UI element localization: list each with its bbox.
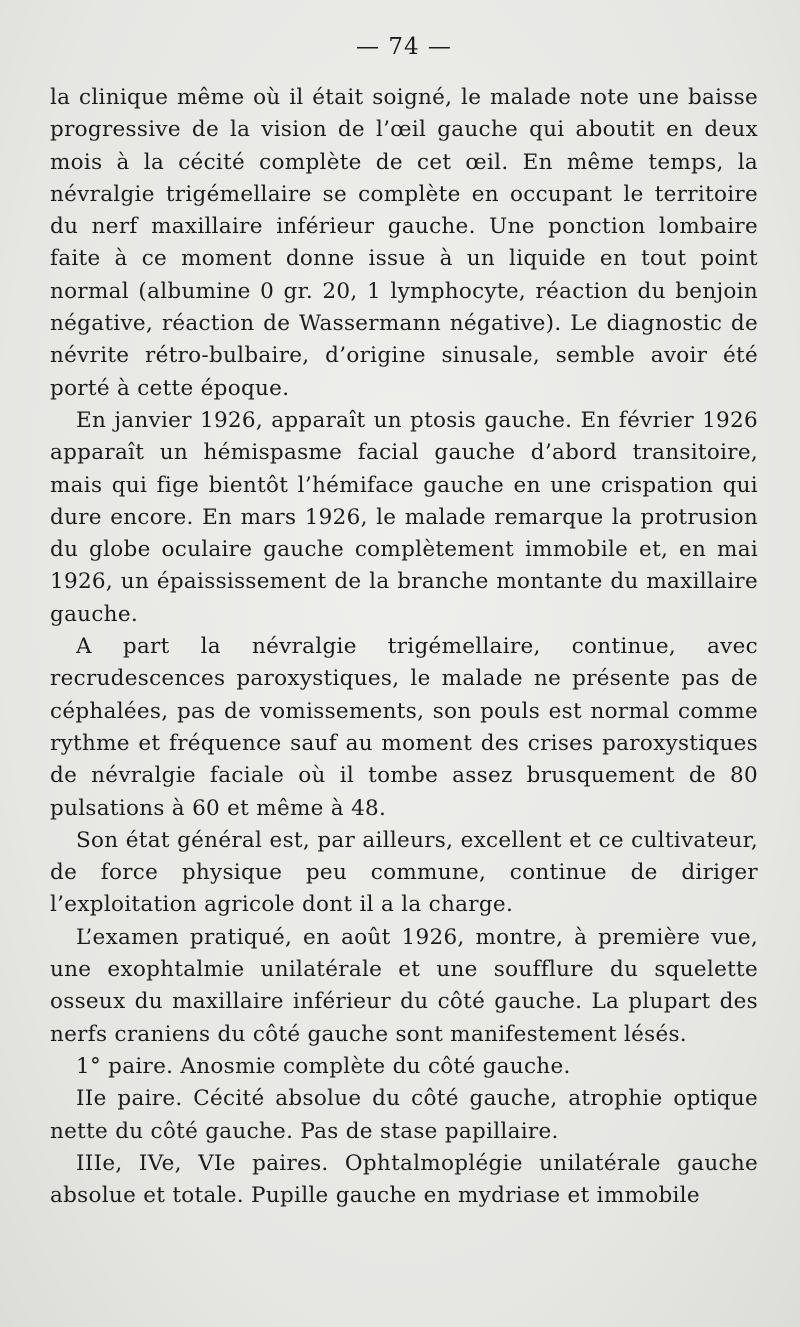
paragraph-3: A part la névralgie trigémellaire, continue, avec recrudescences paroxystiques, le malade ne présente pas de céphalées, pas de vomissements, son pouls est normal comme rythme et fréquence sauf au moment des crises paroxystiques de névralgie faciale où il tombe assez brusquement de 80 pulsations à 60 et même à 48. (50, 634, 758, 821)
page-text (50, 82, 758, 1212)
paragraph-1: la clinique même où il était soigné, le malade note une baisse progressive de la vision de l’œil gauche qui aboutit en deux mois à la cécité complète de cet œil. En même temps, la névralgie trigémellaire se complète en occupant le territoire du nerf maxillaire inférieur gauche. Une ponction lombaire faite à ce moment donne issue à un liquide en tout point normal (albumine 0 gr. 20, 1 lymphocyte, réaction du benjoin négative, réaction de Wassermann négative). Le diagnostic de névrite rétro-bulbaire, d’origine sinusale, semble avoir été porté à cette époque. (50, 85, 758, 401)
paragraph-8: IIIe, IVe, VIe paires. Ophtalmoplégie unilatérale gauche absolue et totale. Pupille gauche en mydriase et immobile (50, 1150, 758, 1209)
paragraph-7: IIe paire. Cécité absolue du côté gauche, atrophie optique nette du côté gauche. Pas de stase papillaire. (50, 1086, 758, 1144)
paragraph-5: L’examen pratiqué, en août 1926, montre, à première vue, une exophtalmie unilatérale et une soufflure du squelette osseux du maxillaire inférieur du côté gauche. La plupart des nerfs craniens du côté gauche sont manifestement lésés. (50, 924, 758, 1047)
paragraph-6: 1° paire. Anosmie complète du côté gauche. (76, 1053, 571, 1079)
paragraph-2: En janvier 1926, apparaît un ptosis gauche. En février 1926 apparaît un hémispasme facial gauche d’abord transitoire, mais qui fige bientôt l’hémiface gauche en une crispation qui dure encore. En mars 1926, le malade remarque la protrusion du globe oculaire gauche complètement immobile et, en mai 1926, un épaississement de la branche montante du maxillaire gauche. (50, 407, 758, 627)
page-number: — 74 — (356, 34, 452, 60)
paragraph-4: Son état général est, par ailleurs, excellent et ce cultivateur, de force physique peu commune, continue de diriger l’exploitation agricole dont il a la charge. (50, 827, 758, 918)
